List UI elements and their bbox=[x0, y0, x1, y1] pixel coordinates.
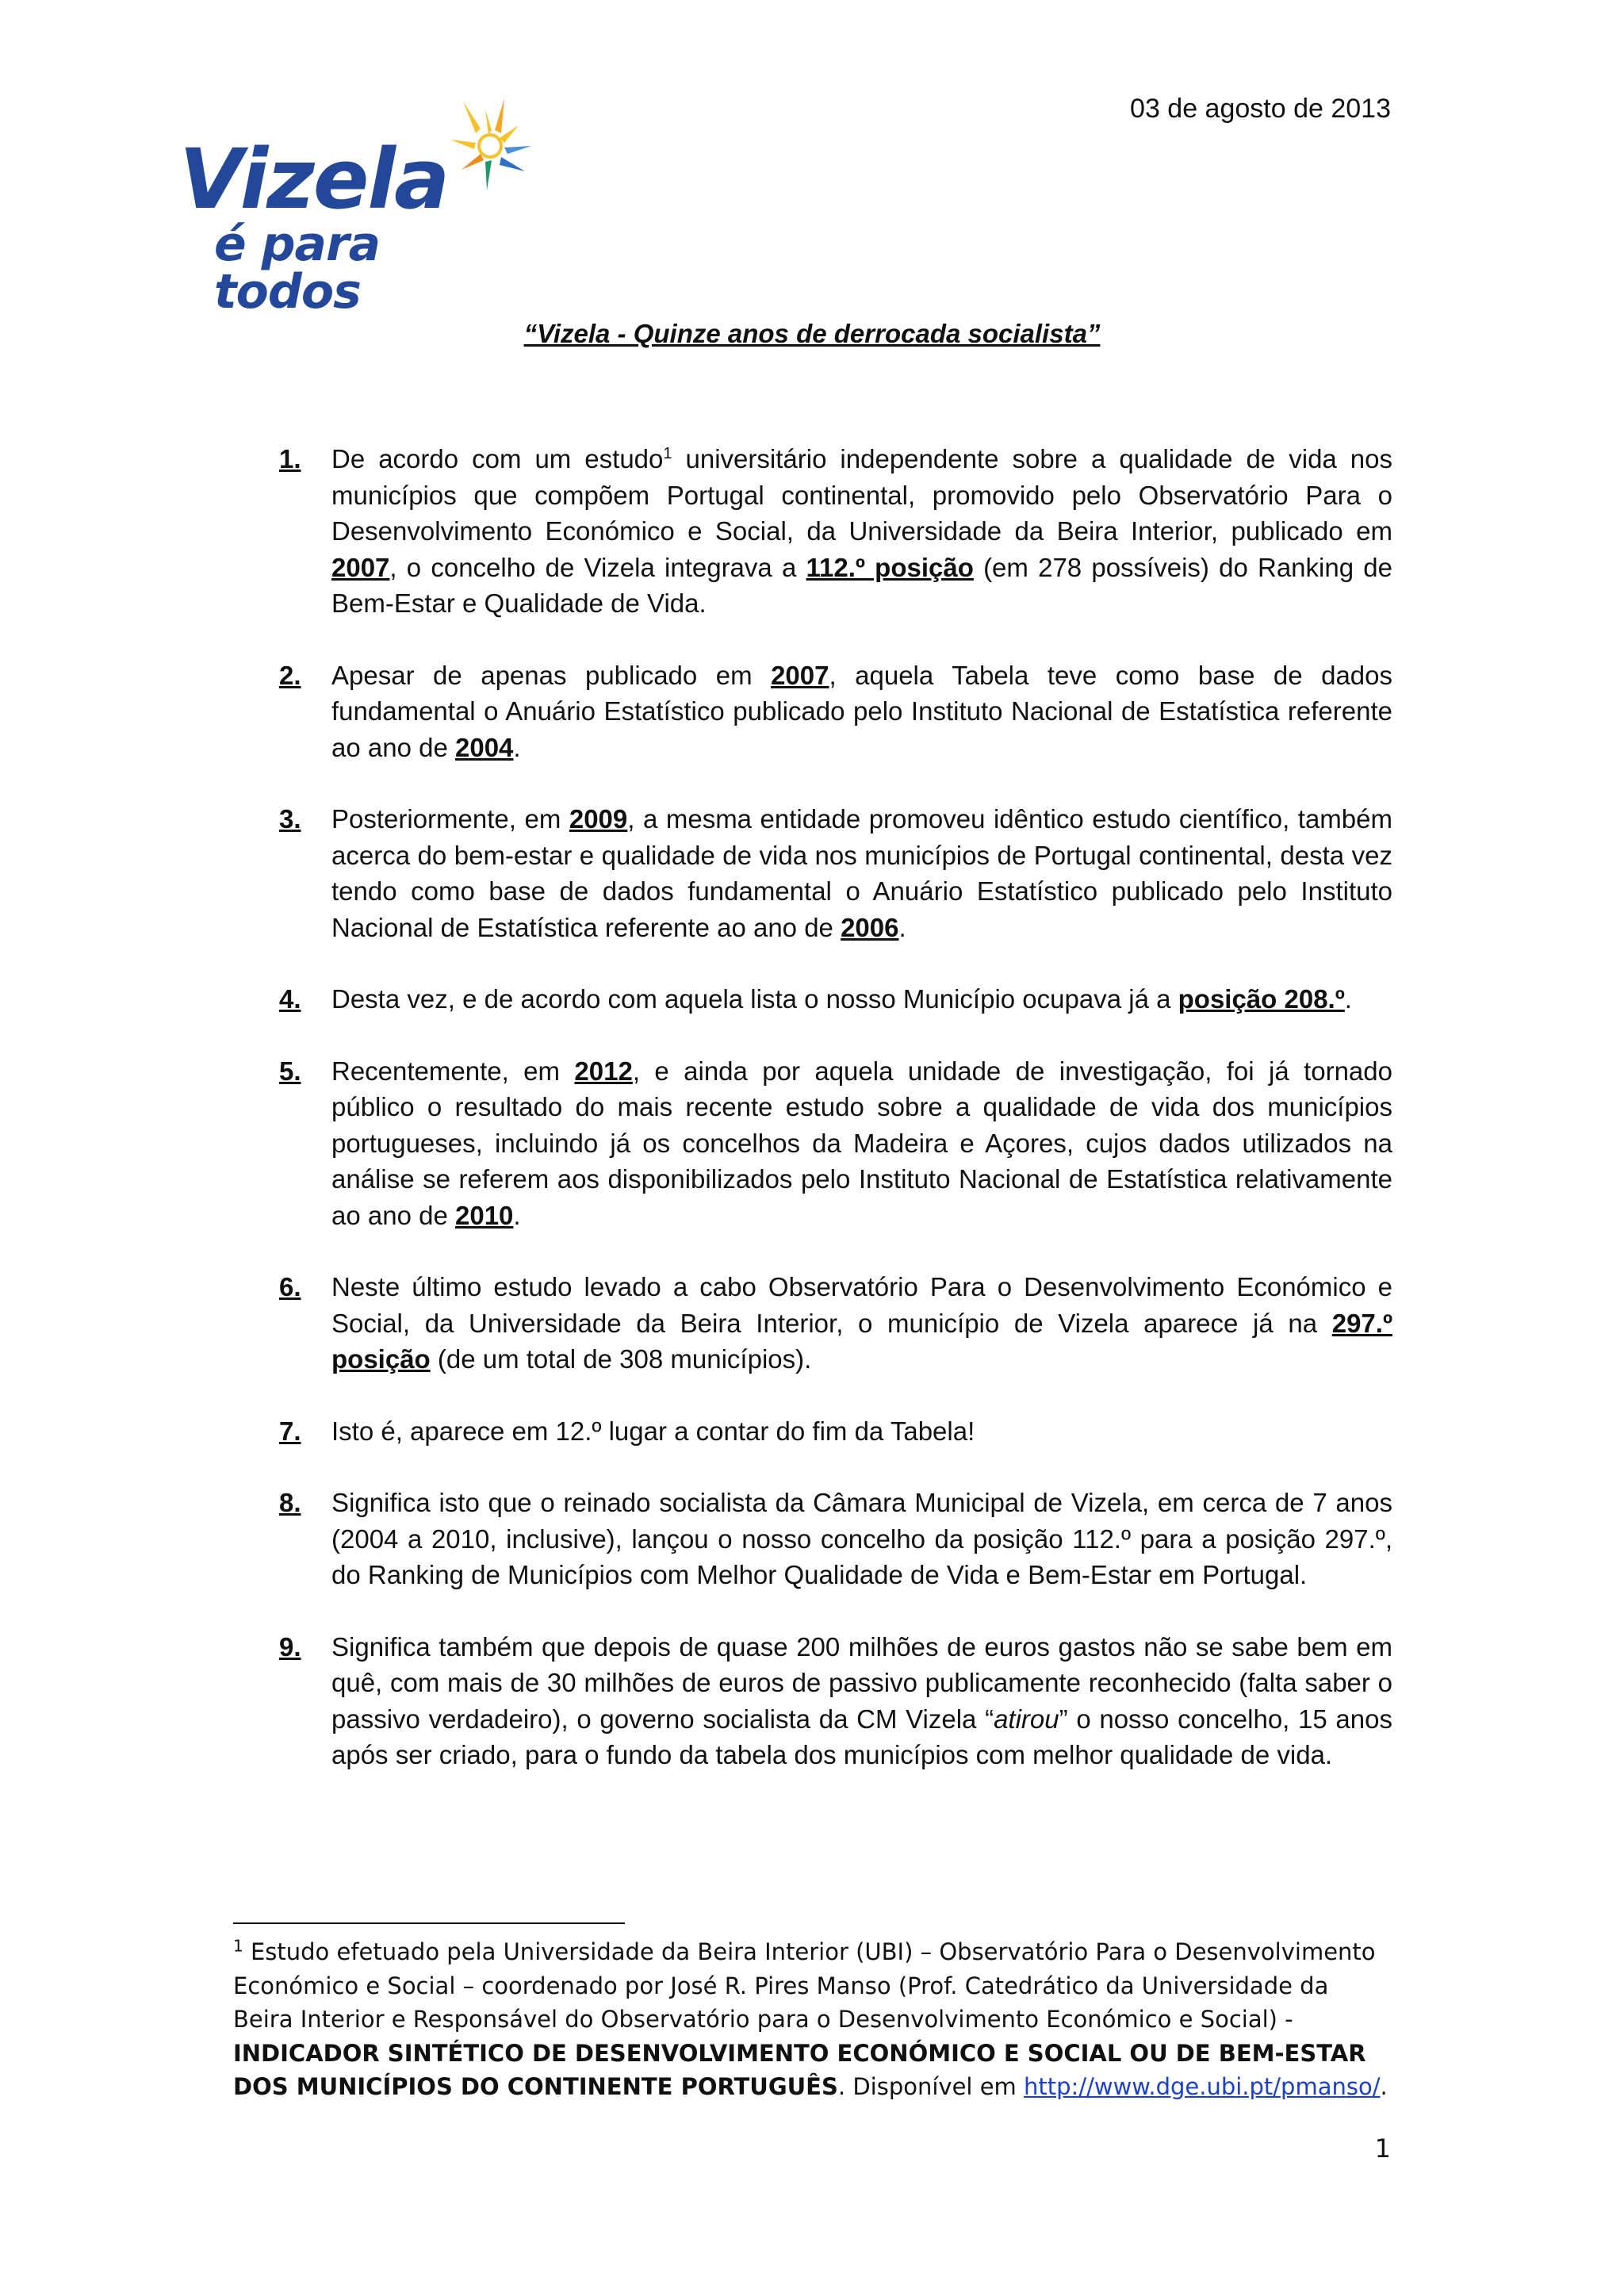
footnote-text: Estudo efetuado pela Universidade da Beira Interior (UBI) – Observatório Para o Desenvolvimento Económico e Social – coordenado por José R. Pires Manso (Prof. Catedrático da Universidade da Beira Interior e Responsável do Observatório para o Desenvolvimento Económico e Social) - bbox=[233, 1938, 1376, 2033]
emphasis-value: 2007 bbox=[331, 552, 390, 582]
list-item bbox=[279, 1629, 1392, 1773]
list-item-number: 1. bbox=[279, 444, 301, 473]
list-item-text bbox=[331, 441, 1392, 622]
text-run: , e ainda por aquela unidade de investigação, foi já tornado público o resultado do mais recente estudo sobre a qualidade de vida dos municípios portugueses, incluindo já os concelhos da Madeira e Açores, cujos dados utilizados na análise se referem aos disponibilizados pelo Instituto Nacional de Estatística relativamente ao ano de bbox=[331, 1056, 1392, 1230]
emphasis-value: 297.º posição bbox=[331, 1308, 1392, 1374]
footnote-indicator-title: INDICADOR SINTÉTICO DE DESENVOLVIMENTO ECONÓMICO E SOCIAL OU DE BEM-ESTAR DOS MUNICÍPIOS DO CONTINENTE PORTUGUÊS bbox=[233, 2039, 1366, 2100]
text-run: De acordo com um estudo bbox=[331, 444, 664, 473]
list-item-text bbox=[331, 1629, 1392, 1773]
text-run: Isto é, aparece em 12.º lugar a contar do fim da Tabela! bbox=[331, 1416, 975, 1446]
list-item-number: 7. bbox=[279, 1416, 301, 1446]
text-run: . bbox=[513, 1200, 521, 1230]
list-item bbox=[279, 1413, 1392, 1450]
footnote-marker: 1 bbox=[233, 1936, 243, 1956]
text-run: Neste último estudo levado a cabo Observatório Para o Desenvolvimento Económico e Social, da Universidade da Beira Interior, o município de Vizela aparece já na bbox=[331, 1272, 1392, 1338]
text-run: . bbox=[898, 912, 906, 942]
emphasis-value: 2010 bbox=[454, 1200, 514, 1230]
text-run: (em 278 possíveis) do Ranking de Bem-Estar e Qualidade de Vida. bbox=[331, 552, 1392, 618]
emphasis-value: 112.º posição bbox=[806, 552, 974, 582]
emphasis-value: posição 208.º bbox=[1178, 984, 1345, 1014]
text-run: . bbox=[513, 732, 521, 762]
text-run: , o concelho de Vizela integrava a bbox=[389, 552, 806, 582]
footnote-reference: 1 bbox=[663, 445, 672, 462]
text-run: (de um total de 308 municípios). bbox=[430, 1344, 812, 1374]
list-item-number: 9. bbox=[279, 1631, 301, 1662]
text-run: Significa isto que o reinado socialista da Câmara Municipal de Vizela, em cerca de 7 anos (2004 a 2010, inclusive), lançou o nosso concelho da posição 112.º para a posição 297.º, do Ranking de Municípios com Melhor Qualidade de Vida e Bem-Estar em Portugal. bbox=[331, 1488, 1392, 1589]
emphasis-value: 2004 bbox=[454, 732, 514, 762]
footnote-end: . bbox=[1380, 2073, 1388, 2100]
emphasis-value: 2009 bbox=[569, 804, 628, 834]
footnote bbox=[233, 1935, 1392, 2104]
footnote-link[interactable]: http://www.dge.ubi.pt/pmanso/ bbox=[1024, 2073, 1381, 2100]
text-run: ” o nosso concelho, 15 anos após ser criado, para o fundo da tabela dos municípios com melhor qualidade de vida. bbox=[331, 1704, 1392, 1769]
list-item bbox=[279, 1485, 1392, 1593]
text-run: Desta vez, e de acordo com aquela lista o nosso Município ocupava já a bbox=[331, 984, 1178, 1014]
list-item-number: 3. bbox=[279, 804, 301, 834]
logo-tagline: é para todos bbox=[214, 217, 381, 320]
footnote-available-at: . Disponível em bbox=[837, 2073, 1025, 2100]
document-date: 03 de agosto de 2013 bbox=[1130, 94, 1391, 124]
list-item bbox=[279, 1053, 1392, 1234]
document-title: “Vizela - Quinze anos de derrocada socialista” bbox=[523, 319, 1101, 348]
list-item-number: 4. bbox=[279, 984, 301, 1014]
list-item bbox=[279, 441, 1392, 622]
list-item-text bbox=[331, 1269, 1392, 1378]
text-run: Significa também que depois de quase 200 milhões de euros gastos não se sabe bem em quê, com mais de 30 milhões de euros de passivo publicamente reconhecido (falta saber o passivo verdadeiro), o governo socialista da CM Vizela “ bbox=[331, 1631, 1392, 1734]
list-item-text bbox=[331, 1413, 1392, 1450]
list-item-number: 6. bbox=[279, 1272, 301, 1301]
footnote-separator bbox=[233, 1922, 625, 1924]
emphasis-value: 2006 bbox=[841, 912, 899, 942]
emphasis-value: 2012 bbox=[574, 1056, 633, 1086]
text-run: . bbox=[1344, 984, 1352, 1014]
list-item-number: 2. bbox=[279, 660, 301, 690]
page-number: 1 bbox=[1374, 2133, 1391, 2164]
leaf-burst-icon bbox=[439, 94, 534, 197]
emphasis-value: 2007 bbox=[771, 660, 829, 690]
list-item bbox=[279, 801, 1392, 945]
list-item bbox=[279, 657, 1392, 766]
text-run: Posteriormente, em bbox=[331, 804, 569, 834]
text-run: universitário independente sobre a qualidade de vida nos municípios que compõem Portugal continental, promovido pelo Observatório Para o Desenvolvimento Económico e Social, da Universidade da Beira Interior, publicado em bbox=[331, 444, 1392, 546]
italic-word: atirou bbox=[994, 1704, 1059, 1734]
text-run: Apesar de apenas publicado em bbox=[331, 660, 772, 690]
text-run: , a mesma entidade promoveu idêntico estudo científico, também acerca do bem-estar e qualidade de vida nos municípios de Portugal continental, desta vez tendo como base de dados fundamental o Anuário Estatístico publicado pelo Instituto Nacional de Estatística referente ao ano de bbox=[331, 804, 1392, 942]
list-item-text bbox=[331, 1053, 1392, 1234]
text-run: , aquela Tabela teve como base de dados fundamental o Anuário Estatístico publicado pelo Instituto Nacional de Estatística referente ao ano de bbox=[331, 660, 1393, 762]
list-item-number: 8. bbox=[279, 1488, 301, 1517]
list-item bbox=[279, 1269, 1392, 1378]
logo-wordmark: Vizela bbox=[179, 131, 449, 228]
list-item-text bbox=[331, 801, 1392, 945]
list-item-text bbox=[331, 657, 1392, 766]
list-item bbox=[279, 981, 1392, 1018]
text-run: Recentemente, em bbox=[331, 1056, 575, 1086]
list-item-text bbox=[331, 1485, 1392, 1593]
numbered-list bbox=[279, 441, 1392, 1809]
vizela-logo bbox=[176, 94, 541, 320]
list-item-number: 5. bbox=[279, 1056, 301, 1086]
list-item-text bbox=[331, 981, 1392, 1018]
